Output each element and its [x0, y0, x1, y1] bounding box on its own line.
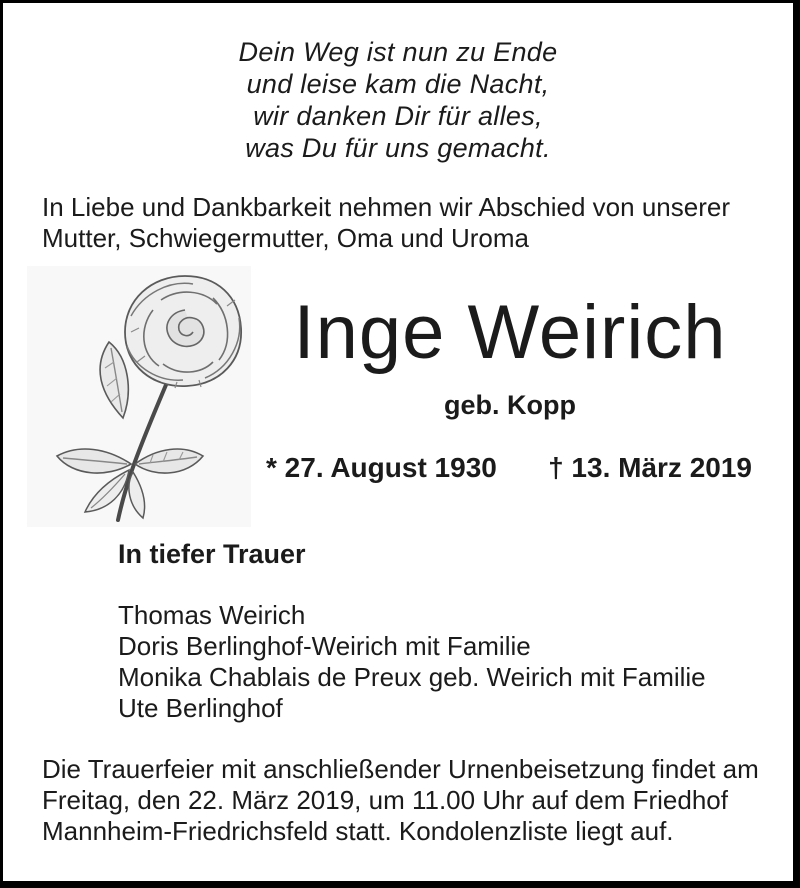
deceased-name: Inge Weirich [293, 290, 727, 375]
funeral-details [42, 754, 782, 847]
intro-line: Mutter, Schwiegermutter, Oma und Uroma [42, 223, 529, 253]
poem-line: Dein Weg ist nun zu Ende [238, 37, 558, 67]
maiden-name: geb. Kopp [444, 390, 576, 420]
funeral-line: Mannheim-Friedrichsfeld statt. Kondolenzliste liegt auf. [42, 816, 674, 846]
memorial-poem [3, 36, 793, 164]
poem-line: was Du für uns gemacht. [245, 133, 551, 163]
poem-line: und leise kam die Nacht, [246, 69, 550, 99]
mourner-name: Thomas Weirich [118, 600, 306, 630]
mourners-list [118, 600, 778, 724]
deceased-name-block [240, 292, 780, 421]
mourning-heading: In tiefer Trauer [118, 539, 306, 569]
mourner-name: Ute Berlinghof [118, 693, 283, 723]
funeral-line: Freitag, den 22. März 2019, um 11.00 Uhr auf dem Friedhof [42, 785, 728, 815]
birth-date: * 27. August 1930 [266, 452, 497, 483]
intro-line: In Liebe und Dankbarkeit nehmen wir Abschied von unserer [42, 192, 730, 222]
farewell-intro [42, 192, 772, 254]
death-date: † 13. März 2019 [548, 452, 752, 483]
poem-line: wir danken Dir für alles, [253, 101, 543, 131]
rose-sketch-icon [27, 266, 251, 527]
mourner-name: Monika Chablais de Preux geb. Weirich mit Familie [118, 662, 706, 692]
obituary-sheet [3, 3, 793, 881]
funeral-line: Die Trauerfeier mit anschließender Urnenbeisetzung findet am [42, 754, 759, 784]
life-dates [240, 452, 780, 484]
mourner-name: Doris Berlinghof-Weirich mit Familie [118, 631, 531, 661]
rose-image [27, 266, 251, 527]
